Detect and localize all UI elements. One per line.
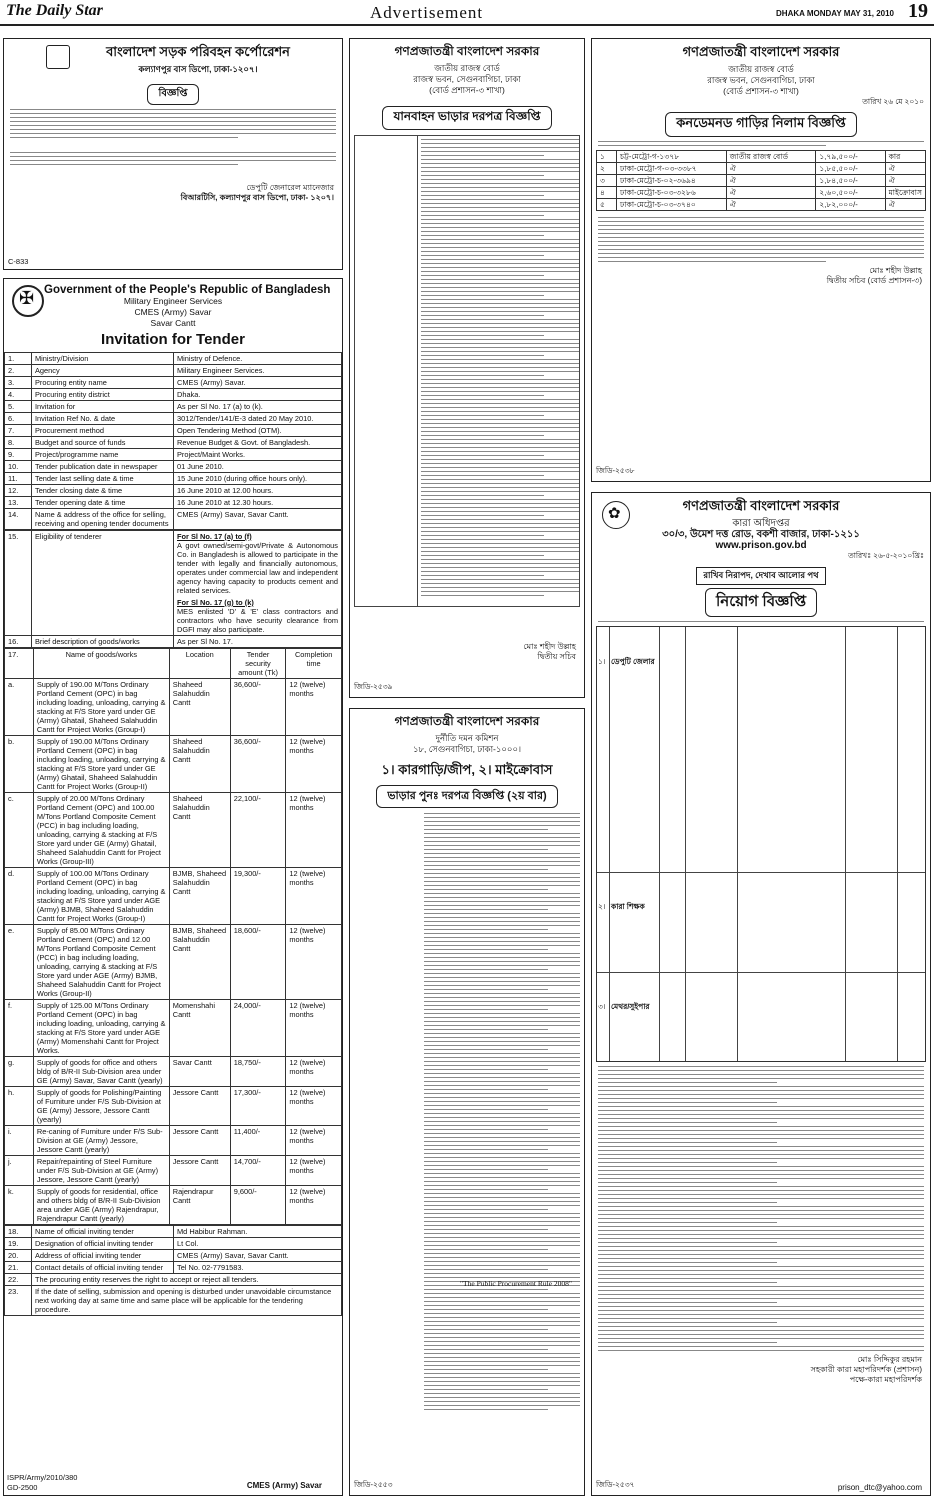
- brtc-label: বিজ্ঞপ্তি: [147, 84, 198, 105]
- goods-row: [5, 793, 342, 868]
- goods-row-cell: Repair/repainting of Steel Furniture under F/S Sub-Division at GE (Army) Jessore, Jessore Cantt (yearly): [33, 1156, 169, 1186]
- acc-retender-notice: [349, 708, 585, 1496]
- auction-row: [597, 175, 926, 187]
- eligibility-table: 15. Eligibility of tenderer For Sl No. 17 (a) to (f) A govt owned/semi-govt/Private & Autonomous Co. in Bangladesh is allowed to participate in the tender with legally and financially autonomous, operates under commercial law and independent agency having capacity to products cement and related services. For Sl No. 17 (g) to (k) MES enlisted 'D' & 'E' class contractors and contractors who have security clearance from DGFI may also participate. 16. Brief description of goods/works As per Sl No. 17.: [4, 530, 342, 648]
- auction-row-cell: ঐ: [726, 187, 816, 199]
- auction-row: [597, 151, 926, 163]
- goods-row-cell: 12 (twelve) months: [286, 793, 342, 868]
- tender-row: [5, 389, 342, 401]
- tender-row-cell: Tender closing date & time: [32, 485, 174, 497]
- brtc-logo-icon: [46, 45, 70, 69]
- goods-row: [5, 925, 342, 1000]
- goods-row-cell: 9,600/-: [230, 1186, 286, 1225]
- auction-row-cell: জাতীয় রাজস্ব বোর্ড: [726, 151, 816, 163]
- auction-row-cell: ঢাকা-মেট্রো-চ-০৩-৩৭৪০: [617, 199, 727, 211]
- tender-footer-row-cell: 20.: [5, 1250, 32, 1262]
- tender-org1: Military Engineer Services: [123, 296, 223, 306]
- tender-row-cell: Project/Maint Works.: [174, 449, 342, 461]
- prison-email[interactable]: prison_dtc@yahoo.com: [837, 1483, 922, 1492]
- tender-row-cell: 5.: [5, 401, 32, 413]
- tender-footer-row-cell: Contact details of official inviting tender: [32, 1262, 174, 1274]
- brtc-code: C-833: [8, 257, 29, 266]
- tender-row-cell: Ministry of Defence.: [174, 353, 342, 365]
- goods-head-name: Name of goods/works: [33, 649, 169, 679]
- tender-row-cell: 16 June 2010 at 12.30 hours.: [174, 497, 342, 509]
- auction-terms: [598, 217, 924, 262]
- tender-footer-row-cell: 19.: [5, 1238, 32, 1250]
- auction-sign: মোঃ শহীদ উল্লাহ: [869, 266, 922, 275]
- goods-row-cell: Supply of 190.00 M/Tons Ordinary Portland Cement (OPC) in bag including loading, unloading, carrying & stacking at F/S Store yard under GE (Army) Ghatail, Shaheed Salahuddin Cantt for Project Works (Group-I): [33, 679, 169, 736]
- tender-title: Invitation for Tender: [101, 331, 245, 348]
- auction-row-cell: ঐ: [726, 163, 816, 175]
- auction-row-cell: ঐ: [885, 163, 925, 175]
- nbr-org: জাতীয় রাজস্ব বোর্ড: [434, 63, 500, 73]
- tender-row-cell: Tender publication date in newspaper: [32, 461, 174, 473]
- acc-code: জিডি-২৫৫৩: [354, 1480, 393, 1489]
- tender-row-cell: Military Engineer Services.: [174, 365, 342, 377]
- acc-addr: ১৮, সেগুনবাগিচা, ঢাকা-১০০০।: [412, 744, 522, 754]
- goods-row-cell: 12 (twelve) months: [286, 1126, 342, 1156]
- goods-row-cell: c.: [5, 793, 34, 868]
- brtc-title: বাংলাদেশ সড়ক পরিবহন কর্পোরেশন: [106, 44, 290, 59]
- goods-row-cell: Supply of 100.00 M/Tons Ordinary Portland Cement (OPC) in bag including loading, unloading, carrying & stacking at F/S Store yard under AGE (Army) BJMB, Shaheed Salahuddin Cantt for Project Works (Group-I): [33, 868, 169, 925]
- tender-row: [5, 485, 342, 497]
- prison-recruitment-notice: [591, 492, 931, 1496]
- prison-post-no: ২।: [598, 902, 606, 911]
- tender-row: [5, 497, 342, 509]
- tender-code2: GD-2500: [7, 1483, 38, 1492]
- tender-row: [5, 365, 342, 377]
- goods-row-cell: 12 (twelve) months: [286, 736, 342, 793]
- goods-row-cell: d.: [5, 868, 34, 925]
- tender-row-cell: Tender last selling date & time: [32, 473, 174, 485]
- goods-row-cell: Momenshahi Cantt: [169, 1000, 230, 1057]
- auction-row: [597, 199, 926, 211]
- goods-row-cell: Supply of 190.00 M/Tons Ordinary Portland Cement (OPC) in bag including loading, unloading, carrying & stacking at F/S Store yard under GE (Army) Ghatail, Shaheed Salahuddin Cantt for Project Works (Group-II): [33, 736, 169, 793]
- tender-row-cell: Invitation Ref No. & date: [32, 413, 174, 425]
- prison-govt: গণপ্রজাতন্ত্রী বাংলাদেশ সরকার: [682, 498, 840, 513]
- prison-web[interactable]: www.prison.gov.bd: [715, 540, 807, 551]
- prison-sign3: পক্ষে-কারা মহাপরিদর্শক: [849, 1375, 922, 1384]
- auction-row-cell: ৪: [597, 187, 617, 199]
- goods-row-cell: k.: [5, 1186, 34, 1225]
- goods-row-cell: Shaheed Salahuddin Cantt: [169, 679, 230, 736]
- tender-footer-row: [5, 1250, 342, 1262]
- tender-row-cell: Agency: [32, 365, 174, 377]
- goods-row-cell: Supply of goods for Polishing/Painting of Furniture under F/S Sub-Division at GE (Army) Jessore, Jessore Cantt (yearly): [33, 1087, 169, 1126]
- tender-footer-row-cell: 18.: [5, 1226, 32, 1238]
- auction-sign2: দ্বিতীয় সচিব (বোর্ড প্রশাসন-৩): [826, 276, 922, 285]
- tender-footer-row: [5, 1274, 342, 1286]
- tender-footer-row-cell: Name of official inviting tender: [32, 1226, 174, 1238]
- tender-footer-row-cell: CMES (Army) Savar, Savar Cantt.: [174, 1250, 342, 1262]
- tender-code1: ISPR/Army/2010/380: [7, 1473, 78, 1482]
- prison-sign: মোঃ সিদ্দিকুর রহমান: [857, 1355, 922, 1364]
- brtc-signatory: ডেপুটি জেনারেল ম্যানেজার: [246, 183, 334, 192]
- tender-row-cell: Dhaka.: [174, 389, 342, 401]
- acc-title1: ১। কারগাড়ি/জীপ, ২। মাইক্রোবাস: [381, 762, 553, 777]
- tender-footer-row-cell: Lt Col.: [174, 1238, 342, 1250]
- tender-row: [5, 401, 342, 413]
- tender-row-cell: 16 June 2010 at 12.00 hours.: [174, 485, 342, 497]
- auction-row-cell: ১,৭৯,৫০০/-: [816, 151, 885, 163]
- goods-row-cell: Jessore Cantt: [169, 1156, 230, 1186]
- auction-code: জিডি-২৫৩৮: [596, 466, 635, 475]
- acc-org: দুর্নীতি দমন কমিশন: [435, 733, 499, 743]
- tender-row-cell: 9.: [5, 449, 32, 461]
- tender-footer-row-cell: If the date of selling, submission and opening is disturbed under unavoidable circumstance next working day at same time and same place will be applicable for the tendering procedure.: [32, 1286, 342, 1316]
- goods-row-cell: 19,300/-: [230, 868, 286, 925]
- nbr-code: জিডি-২৫৩৯: [354, 682, 393, 691]
- goods-header-row: 17. Name of goods/works Location Tender security amount (Tk) Completion time: [5, 649, 342, 679]
- goods-row-cell: 12 (twelve) months: [286, 1000, 342, 1057]
- tender-row: [5, 461, 342, 473]
- tender-row-cell: Tender opening date & time: [32, 497, 174, 509]
- tender-row: [5, 449, 342, 461]
- govt-emblem-icon: [602, 501, 630, 529]
- auction-row-cell: ২: [597, 163, 617, 175]
- tender-row-cell: CMES (Army) Savar.: [174, 377, 342, 389]
- acc-govt: গণপ্রজাতন্ত্রী বাংলাদেশ সরকার: [394, 714, 540, 728]
- brtc-notice: [3, 38, 343, 270]
- tender-footer-row-cell: 21.: [5, 1262, 32, 1274]
- tender-footer-row: [5, 1262, 342, 1274]
- goods-row: [5, 868, 342, 925]
- goods-head-completion: Completion time: [286, 649, 342, 679]
- goods-row-cell: Rajendrapur Cantt: [169, 1186, 230, 1225]
- goods-row: [5, 1126, 342, 1156]
- acc-body: [354, 813, 580, 1423]
- prison-sign2: সহকারী কারা মহাপরিদর্শক (প্রশাসন): [810, 1365, 922, 1374]
- tender-row: [5, 437, 342, 449]
- goods-row-cell: 12 (twelve) months: [286, 1156, 342, 1186]
- goods-row-cell: 22,100/-: [230, 793, 286, 868]
- tender-row-cell: CMES (Army) Savar, Savar Cantt.: [174, 509, 342, 530]
- nbr-govt: গণপ্রজাতন্ত্রী বাংলাদেশ সরকার: [394, 44, 540, 58]
- prison-terms: [598, 1066, 924, 1351]
- tender-row-cell: 7.: [5, 425, 32, 437]
- goods-row-cell: 11,400/-: [230, 1126, 286, 1156]
- tender-footer-table: [4, 1225, 342, 1316]
- eligibility-value: For Sl No. 17 (a) to (f) A govt owned/semi-govt/Private & Autonomous Co. in Bangladesh is allowed to participate in the tender with legally and financially autonomous, operates under commercial law and independent agency having capacity to products cement and related services. For Sl No. 17 (g) to (k) MES enlisted 'D' & 'E' class contractors and contractors who have security clearance from DGFI may also participate.: [174, 531, 342, 636]
- goods-row-cell: 36,600/-: [230, 679, 286, 736]
- goods-row-cell: g.: [5, 1057, 34, 1087]
- tender-row-cell: Project/programme name: [32, 449, 174, 461]
- tender-footer-row-cell: Designation of official inviting tender: [32, 1238, 174, 1250]
- auction-row-cell: ঐ: [885, 175, 925, 187]
- brtc-sig-address: বিআরটিসি, কল্যাণপুর বাস ডিপো, ঢাকা- ১২০৭।: [180, 193, 334, 202]
- tender-row-cell: Procurement method: [32, 425, 174, 437]
- tender-row-cell: As per Sl No. 17 (a) to (k).: [174, 401, 342, 413]
- auction-table: [596, 150, 926, 211]
- goods-row-cell: 17,300/-: [230, 1087, 286, 1126]
- auction-row-cell: ১: [597, 151, 617, 163]
- tender-row-cell: 8.: [5, 437, 32, 449]
- goods-row-cell: Supply of goods for office and others bldg of B/R-II Sub-Division area under GE (Army) Savar, Savar Cantt (yearly): [33, 1057, 169, 1087]
- goods-row-cell: 12 (twelve) months: [286, 679, 342, 736]
- goods-row: [5, 1057, 342, 1087]
- goods-row-cell: 36,600/-: [230, 736, 286, 793]
- auction-row-cell: ৫: [597, 199, 617, 211]
- goods-row-cell: 18,750/-: [230, 1057, 286, 1087]
- tender-table: [4, 352, 342, 530]
- tender-row: [5, 413, 342, 425]
- prison-post-no: ১।: [598, 657, 606, 666]
- goods-table: [4, 648, 342, 1225]
- page-header: [0, 0, 934, 26]
- goods-head-security: Tender security amount (Tk): [230, 649, 286, 679]
- tender-footer-row-cell: Address of official inviting tender: [32, 1250, 174, 1262]
- tender-row-cell: Invitation for: [32, 401, 174, 413]
- brief-value: As per Sl No. 17.: [174, 636, 342, 648]
- tender-row-cell: 3.: [5, 377, 32, 389]
- tender-row-cell: Open Tendering Method (OTM).: [174, 425, 342, 437]
- auction-org: জাতীয় রাজস্ব বোর্ড: [728, 64, 794, 74]
- auction-row-cell: ঐ: [885, 199, 925, 211]
- goods-row-cell: j.: [5, 1156, 34, 1186]
- tender-row-cell: Procuring entity name: [32, 377, 174, 389]
- tender-footer-row-cell: Tel No. 02-7791583.: [174, 1262, 342, 1274]
- goods-row-cell: a.: [5, 679, 34, 736]
- goods-row-cell: Jessore Cantt: [169, 1087, 230, 1126]
- goods-row-cell: Supply of 85.00 M/Tons Ordinary Portland Cement (OPC) and 12.00 M/Tons Portland Composite Cement (PCC) in bag including loading, unloading, carrying & stacking at F/S Store yard under AGE (Army) BJMB, Shaheed Salahuddin Cantt for Project Works (Group-II): [33, 925, 169, 1000]
- army-emblem-icon: [12, 285, 44, 317]
- goods-row-cell: BJMB, Shaheed Salahuddin Cantt: [169, 925, 230, 1000]
- goods-row: [5, 1000, 342, 1057]
- goods-row-cell: 12 (twelve) months: [286, 925, 342, 1000]
- goods-row-cell: 12 (twelve) months: [286, 1087, 342, 1126]
- brtc-body: [10, 109, 336, 165]
- goods-row-cell: Savar Cantt: [169, 1057, 230, 1087]
- tender-govt: Government of the People's Republic of Bangladesh: [44, 284, 331, 296]
- dateline: DHAKA MONDAY MAY 31, 2010: [776, 9, 894, 18]
- tender-footer-row: [5, 1226, 342, 1238]
- tender-row-cell: 12.: [5, 485, 32, 497]
- auction-notice: [591, 38, 931, 482]
- goods-row-cell: f.: [5, 1000, 34, 1057]
- goods-row: [5, 679, 342, 736]
- auction-title: কনডেমনড গাড়ির নিলাম বিজ্ঞপ্তি: [665, 112, 856, 137]
- auction-row-cell: ঢাকা-মেট্রো-চ-০৩-৩২৮৬: [617, 187, 727, 199]
- tender-row-cell: 10.: [5, 461, 32, 473]
- goods-row-cell: Jessore Cantt: [169, 1126, 230, 1156]
- tender-row-cell: Ministry/Division: [32, 353, 174, 365]
- goods-row-cell: Shaheed Salahuddin Cantt: [169, 736, 230, 793]
- tender-footer-row-cell: The procuring entity reserves the right to accept or reject all tenders.: [32, 1274, 342, 1286]
- goods-row-cell: 24,000/-: [230, 1000, 286, 1057]
- goods-row-cell: Shaheed Salahuddin Cantt: [169, 793, 230, 868]
- tender-row-cell: Name & address of the office for selling, receiving and opening tender documents: [32, 509, 174, 530]
- goods-row-cell: Supply of 20.00 M/Tons Ordinary Portland Cement (OPC) and 100.00 M/Tons Portland Composite Cement (PCC) in bag including loading, unloading, carrying & stacking at F/S Store yard under GE (Army) Ghatail, Shaheed Salahuddin Cantt for Project Works (Group-III): [33, 793, 169, 868]
- auction-row: [597, 163, 926, 175]
- tender-footer-row-cell: 22.: [5, 1274, 32, 1286]
- prison-date: তারিখঃ ২৬-৫-২০১০খ্রিঃ: [848, 551, 924, 560]
- brtc-address: কল্যাণপুর বাস ডিপো, ঢাকা-১২০৭।: [138, 64, 258, 74]
- section-title: Advertisement: [370, 3, 484, 22]
- goods-row-cell: BJMB, Shaheed Salahuddin Cantt: [169, 868, 230, 925]
- auction-row-cell: ২,৬০,৫০০/-: [816, 187, 885, 199]
- auction-row-cell: চট্ট-মেট্রো-গ-১৩৭৮: [617, 151, 727, 163]
- tender-footer-row: [5, 1286, 342, 1316]
- nbr-addr1: রাজস্ব ভবন, সেগুনবাগিচা, ঢাকা: [413, 74, 521, 84]
- prison-addr: ৩০/৩, উমেশ দত্ত রোড, বকশী বাজার, ঢাকা-১২১১: [662, 529, 860, 540]
- auction-row-cell: মাইক্রোবাস: [885, 187, 925, 199]
- goods-row: [5, 736, 342, 793]
- page-number: 19: [908, 0, 928, 22]
- tender-row: [5, 377, 342, 389]
- goods-head-location: Location: [169, 649, 230, 679]
- auction-row-cell: ২,৮২,০০০/-: [816, 199, 885, 211]
- auction-row-cell: ঐ: [726, 175, 816, 187]
- masthead: The Daily Star: [6, 2, 103, 19]
- vehicle-rent-notice: [349, 38, 585, 698]
- goods-row-cell: b.: [5, 736, 34, 793]
- prison-post-name: মেথর/সুইপার: [611, 1002, 650, 1011]
- prison-table: [596, 626, 926, 1062]
- brief-label: Brief description of goods/works: [32, 636, 174, 648]
- auction-branch: (বোর্ড প্রশাসন-৩ শাখা): [723, 86, 799, 96]
- tender-row-cell: 1.: [5, 353, 32, 365]
- prison-post-name: কারা শিক্ষক: [611, 902, 645, 911]
- acc-title2: ভাড়ার পুনঃ দরপত্র বিজ্ঞপ্তি (২য় বার): [376, 785, 557, 808]
- tender-row-cell: 11.: [5, 473, 32, 485]
- goods-row-cell: i.: [5, 1126, 34, 1156]
- nbr-sign2: দ্বিতীয় সচিব: [537, 652, 576, 661]
- tender-row-cell: Procuring entity district: [32, 389, 174, 401]
- tender-row-cell: 3012/Tender/141/E-3 dated 20 May 2010.: [174, 413, 342, 425]
- auction-row-cell: ঢাকা-মেট্রো-গ-০৩-৩৩৮৭: [617, 163, 727, 175]
- goods-row-cell: e.: [5, 925, 34, 1000]
- eligibility-label: Eligibility of tenderer: [32, 531, 174, 636]
- tender-row-cell: 01 June 2010.: [174, 461, 342, 473]
- tender-row-cell: 13.: [5, 497, 32, 509]
- goods-row-cell: Supply of goods for residential, office and others bldg of B/R-II Sub-Division area under AGE (Army) Rajendrapur, Rajendrapur Cantt (yearly): [33, 1186, 169, 1225]
- tender-row-cell: 2.: [5, 365, 32, 377]
- prison-motto: রাখিব নিরাপদ, দেখাব আলোর পথ: [696, 567, 825, 585]
- auction-row: [597, 187, 926, 199]
- tender-footer-row: [5, 1238, 342, 1250]
- tender-footer-row-cell: 23.: [5, 1286, 32, 1316]
- nbr-body: [354, 135, 580, 607]
- auction-date: তারিখ ২৬ মে ২০১০: [862, 97, 924, 106]
- goods-row-cell: 12 (twelve) months: [286, 1057, 342, 1087]
- auction-row-cell: ঢাকা-মেট্রো-চ-০২-৩৬৯৪: [617, 175, 727, 187]
- tender-row: [5, 425, 342, 437]
- auction-row-cell: কার: [885, 151, 925, 163]
- auction-row-cell: ৩: [597, 175, 617, 187]
- acc-rule: "The Public Procurement Rule 2008": [460, 1279, 572, 1288]
- tender-row-cell: 15 June 2010 (during office hours only).: [174, 473, 342, 485]
- prison-title: নিয়োগ বিজ্ঞপ্তি: [705, 588, 817, 617]
- goods-row: [5, 1087, 342, 1126]
- goods-row-cell: 12 (twelve) months: [286, 1186, 342, 1225]
- auction-row-cell: ঐ: [726, 199, 816, 211]
- auction-row-cell: ১,৮৫,৫০০/-: [816, 163, 885, 175]
- tender-row-cell: 4.: [5, 389, 32, 401]
- tender-row: [5, 353, 342, 365]
- goods-row-cell: Re-caning of Furniture under F/S Sub-Division at GE (Army) Jessore, Jessore Cantt (yearly): [33, 1126, 169, 1156]
- tender-org2: CMES (Army) Savar: [134, 307, 212, 317]
- auction-govt: গণপ্রজাতন্ত্রী বাংলাদেশ সরকার: [682, 44, 840, 59]
- tender-sign: CMES (Army) Savar: [246, 1481, 322, 1490]
- tender-row-cell: Revenue Budget & Govt. of Bangladesh.: [174, 437, 342, 449]
- prison-code: জিডি-২৫৩৭: [596, 1480, 635, 1489]
- goods-row-cell: 12 (twelve) months: [286, 868, 342, 925]
- tender-row: [5, 509, 342, 530]
- goods-row: [5, 1186, 342, 1225]
- tender-notice: [3, 278, 343, 1496]
- goods-row-cell: 14,700/-: [230, 1156, 286, 1186]
- auction-addr: রাজস্ব ভবন, সেগুনবাগিচা, ঢাকা: [707, 75, 815, 85]
- tender-row: [5, 473, 342, 485]
- nbr-sign: মোঃ শহীদ উল্লাহ: [523, 642, 576, 651]
- prison-post-no: ৩।: [598, 1002, 606, 1011]
- tender-row-cell: 14.: [5, 509, 32, 530]
- tender-footer-row-cell: Md Habibur Rahman.: [174, 1226, 342, 1238]
- goods-row-cell: 18,600/-: [230, 925, 286, 1000]
- prison-org: কারা অধিদপ্তর: [732, 518, 790, 529]
- goods-row-cell: h.: [5, 1087, 34, 1126]
- tender-row-cell: 6.: [5, 413, 32, 425]
- tender-org3: Savar Cantt: [150, 318, 196, 328]
- nbr-title: যানবাহন ভাড়ার দরপত্র বিজ্ঞপ্তি: [382, 106, 551, 130]
- nbr-addr2: (বোর্ড প্রশাসন-৩ শাখা): [429, 85, 505, 95]
- goods-row-cell: Supply of 125.00 M/Tons Ordinary Portland Cement (OPC) in bag including loading, unloading, carrying & stacking at F/S Store yard under AGE (Army) Momenshahi Cantt for Project Works.: [33, 1000, 169, 1057]
- auction-row-cell: ১,৮৪,৫০০/-: [816, 175, 885, 187]
- goods-row: [5, 1156, 342, 1186]
- tender-row-cell: Budget and source of funds: [32, 437, 174, 449]
- prison-post-name: ডেপুটি জেলার: [611, 657, 655, 666]
